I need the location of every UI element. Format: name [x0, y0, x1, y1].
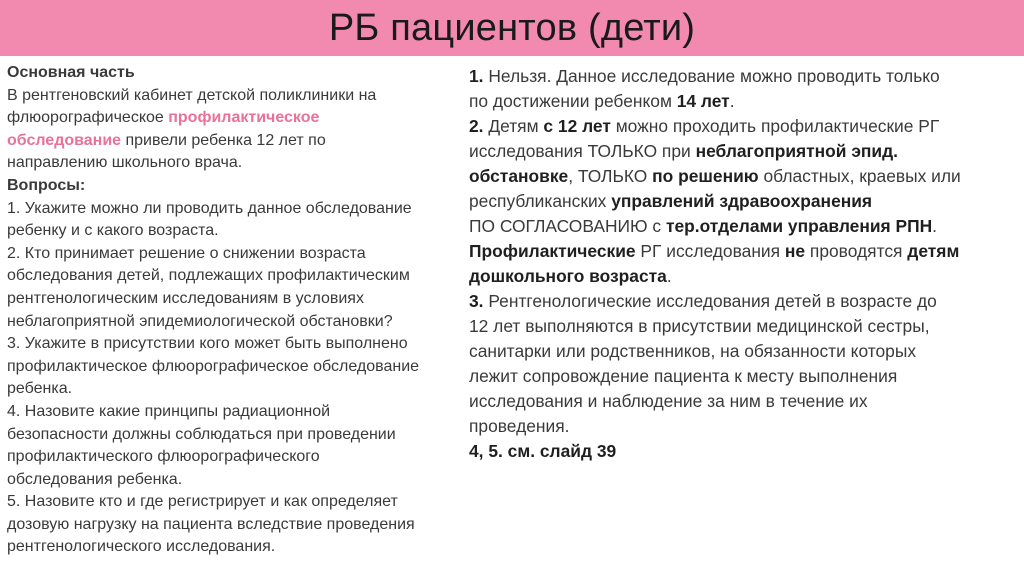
- answer-text: .: [666, 266, 672, 286]
- question-line: дозовую нагрузку на пациента вследствие проведения: [7, 515, 415, 533]
- answer-line: [469, 114, 1017, 139]
- question-line: неблагоприятной эпидемиологической обстановки?: [7, 312, 393, 330]
- question-line: безопасности должны соблюдаться при проведении: [7, 425, 396, 443]
- answer-text: .: [932, 216, 937, 236]
- question-line: 4. Назовите какие принципы радиационной: [7, 402, 331, 420]
- answer-text: проводятся: [805, 241, 908, 261]
- answer-emphasis: Профилактические: [469, 241, 636, 261]
- answer-emphasis: управлений здравоохранения: [611, 191, 873, 211]
- answer-text: .: [729, 91, 735, 111]
- answer-line: проведения.: [469, 416, 570, 436]
- question-line: рентгенологического исследования.: [7, 538, 276, 556]
- answer-line: 12 лет выполняются в присутствии медицинской сестры,: [469, 316, 930, 336]
- answer-text: по достижении ребенком: [469, 91, 677, 111]
- question-line: обследования ребенка.: [7, 470, 183, 488]
- questions-heading: Вопросы:: [7, 176, 86, 194]
- case-column: [7, 62, 467, 559]
- answer-text: , ТОЛЬКО: [568, 166, 653, 186]
- answer-line: санитарки или родственников, на обязанности которых: [469, 341, 917, 361]
- answer-text: Нельзя: [483, 66, 547, 86]
- answer-text: республиканских: [469, 191, 612, 211]
- case-line: [7, 130, 467, 153]
- answer-emphasis: с 12 лет: [543, 116, 611, 136]
- answer-line: [469, 239, 1017, 264]
- question-line: 5. Назовите кто и где регистрирует и как определяет: [7, 493, 398, 511]
- answer-text: можно проходить профилактические РГ: [610, 116, 940, 136]
- answer-emphasis: не: [784, 241, 806, 261]
- case-line: направлению школьного врача.: [7, 154, 243, 172]
- question-line: ребенку и с какого возраста.: [7, 222, 219, 240]
- answer-line: [469, 214, 1017, 239]
- question-line: ребенка.: [7, 380, 73, 398]
- question-line: 3. Укажите в присутствии кого может быть выполнено: [7, 335, 408, 353]
- case-text: привели ребенка 12 лет по: [121, 131, 326, 149]
- question-line: обследования детей, подлежащих профилактическим: [7, 267, 410, 285]
- answer-line: [469, 89, 1017, 114]
- answer-emphasis: детям: [907, 241, 960, 261]
- answer-text: РГ исследования: [635, 241, 785, 261]
- answer-line: исследования и наблюдение за ним в течение их: [469, 391, 868, 411]
- highlight-text: профилактическое: [168, 109, 320, 127]
- answer-reference: 4, 5. см. слайд 39: [469, 441, 617, 461]
- question-line: 2. Кто принимает решение о снижении возраста: [7, 244, 366, 262]
- highlight-text: обследование: [7, 131, 122, 149]
- answers-column: [469, 64, 1017, 464]
- answer-line: [469, 139, 1017, 164]
- answer-line: [469, 289, 1017, 314]
- answer-number: 2.: [469, 116, 484, 136]
- answer-line: [469, 164, 1017, 189]
- answer-emphasis: по решению: [652, 166, 759, 186]
- question-line: рентгенологическим исследованиям в условиях: [7, 289, 364, 307]
- section-heading: Основная часть: [7, 64, 135, 81]
- answer-number: 3.: [469, 291, 484, 311]
- answer-line: [469, 189, 1017, 214]
- answer-emphasis: 14 лет: [676, 91, 730, 111]
- answer-text: Детям: [483, 116, 544, 136]
- answer-emphasis: обстановке: [469, 166, 569, 186]
- question-line: профилактическое флюорографическое обследование: [7, 357, 420, 375]
- answer-line: [469, 264, 1017, 289]
- answer-text: . Данное исследование можно проводить только: [546, 66, 940, 86]
- answer-text: Рентгенологические исследования детей в возрасте до: [483, 291, 937, 311]
- answer-text: ПО СОГЛАСОВАНИЮ с: [469, 216, 666, 236]
- answer-number: 1.: [469, 66, 484, 86]
- answer-emphasis: тер.отделами управления РПН: [665, 216, 933, 236]
- case-line: [7, 107, 467, 130]
- case-line: В рентгеновский кабинет детской поликлиники на: [7, 86, 377, 104]
- answer-line: [469, 64, 1017, 89]
- question-line: профилактического флюорографического: [7, 448, 320, 466]
- answer-text: исследования ТОЛЬКО при: [469, 141, 696, 161]
- answer-emphasis: дошкольного возраста: [469, 266, 667, 286]
- answer-emphasis: неблагоприятной эпид.: [695, 141, 898, 161]
- question-line: 1. Укажите можно ли проводить данное обследование: [7, 199, 412, 217]
- page-title: РБ пациентов (дети): [328, 7, 696, 49]
- answer-line: лежит сопровождение пациента к месту выполнения: [469, 366, 898, 386]
- answer-text: областных, краевых или: [758, 166, 961, 186]
- case-text: флюорографическое: [7, 109, 169, 127]
